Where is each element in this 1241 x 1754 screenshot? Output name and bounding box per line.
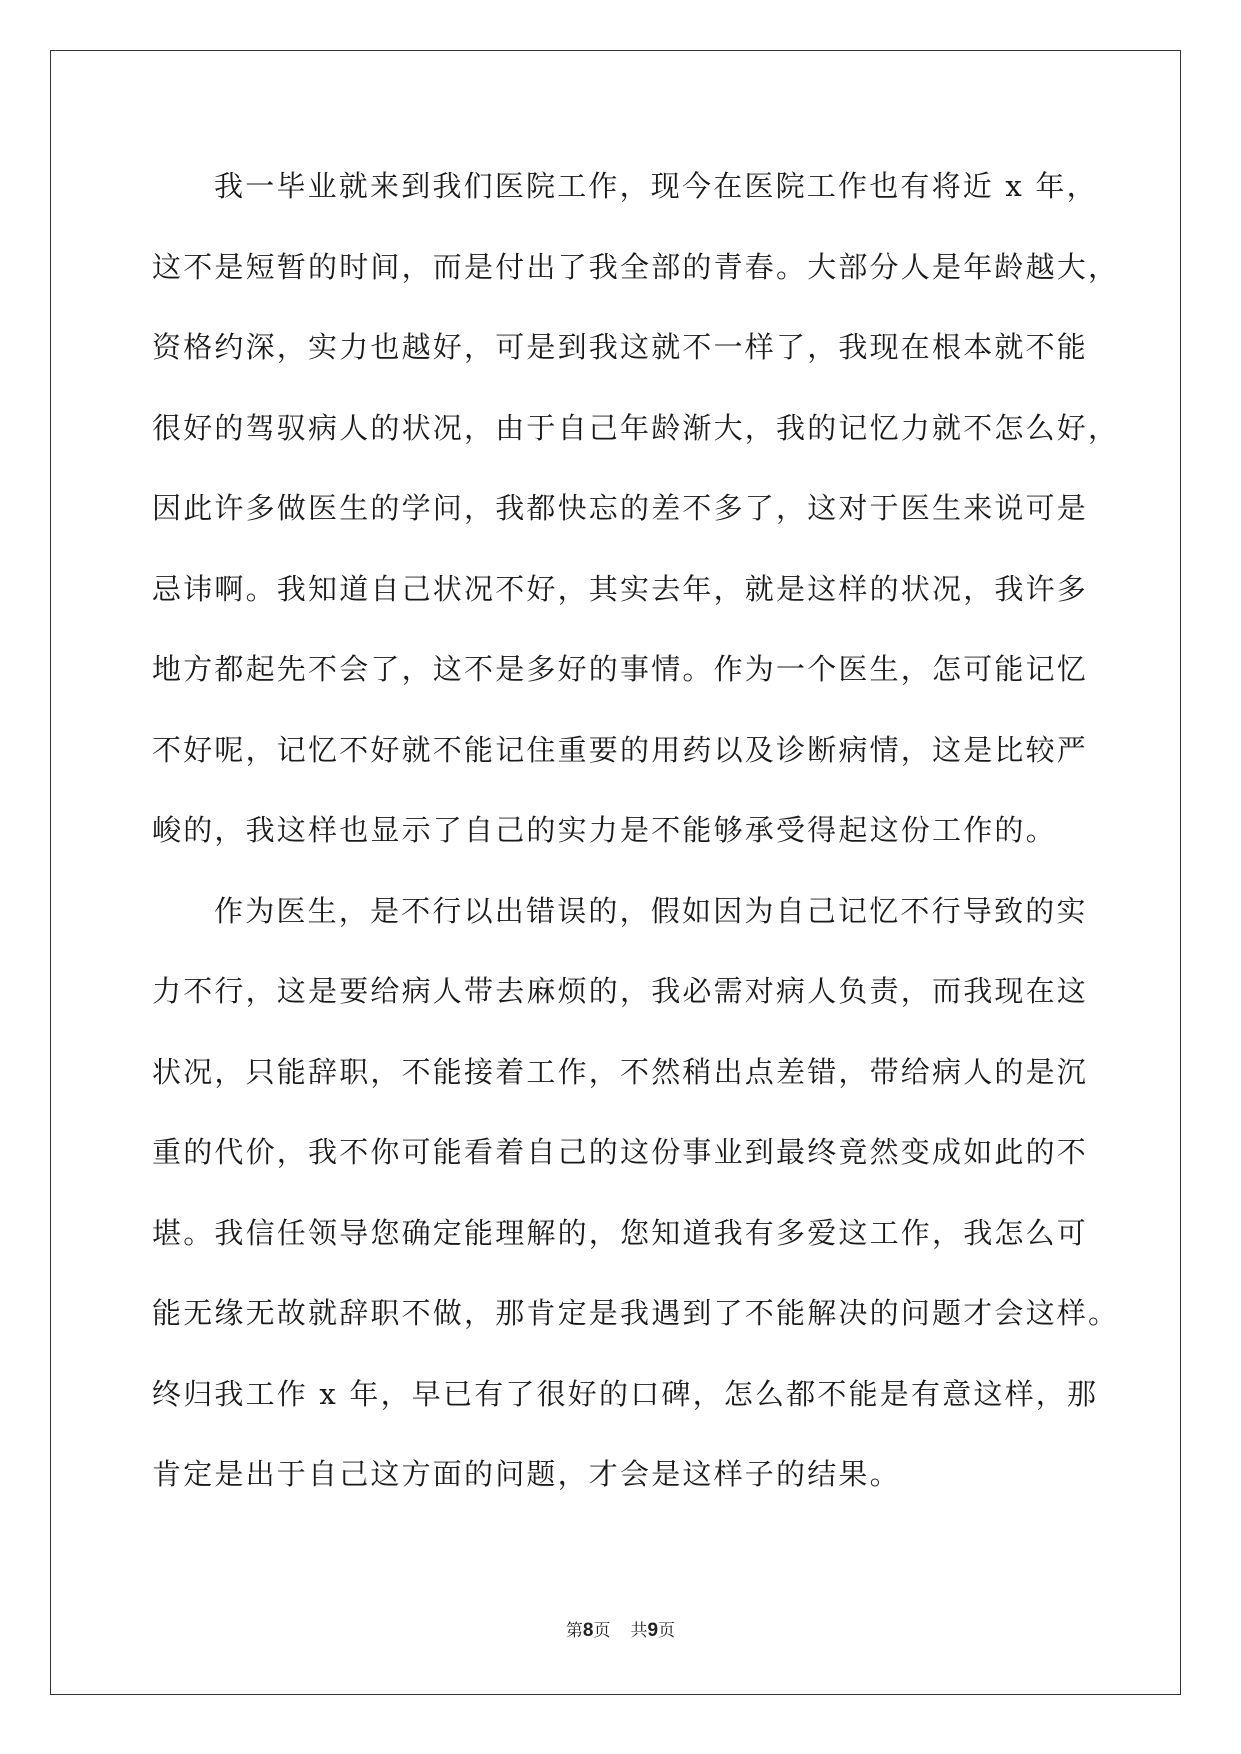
page-footer: [0, 1616, 1241, 1642]
paragraph-1-line-1: 我一毕业就来到我们医院工作，现今在医院工作也有将近 x 年，: [214, 169, 1098, 203]
paragraph-2-line-7: 终归我工作 x 年，早已有了很好的口碑，怎么都不能是有意这样，那: [152, 1376, 1099, 1411]
paragraph-1-line-8: 不好呢，记忆不好就不能记住重要的用药以及诊断病情，这是比较严: [152, 732, 1089, 767]
total-suffix: 页: [658, 1621, 676, 1641]
paragraph-1-line-4: 很好的驾驭病人的状况，由于自己年龄渐大，我的记忆力就不怎么好，: [152, 410, 1120, 445]
page-suffix: 页: [593, 1621, 611, 1641]
total-pages: 9: [647, 1620, 659, 1641]
paragraph-2-line-4: 重的代价，我不你可能看着自己的这份事业到最终竟然变成如此的不: [152, 1135, 1089, 1169]
total-prefix: 共: [630, 1621, 648, 1641]
paragraph-2-line-5: 堪。我信任领导您确定能理解的，您知道我有多爱这工作，我怎么可: [152, 1215, 1089, 1250]
paragraph-1-line-9: 峻的，我这样也显示了自己的实力是不能够承受得起这份工作的。: [152, 813, 1057, 847]
paragraph-1-line-6: 忌讳啊。我知道自己状况不好，其实去年，就是这样的状况，我许多: [152, 571, 1089, 606]
paragraph-2-line-8: 肯定是出于自己这方面的问题，才会是这样子的结果。: [152, 1457, 901, 1491]
paragraph-2-line-2: 力不行，这是要给病人带去麻烦的，我必需对病人负责，而我现在这: [152, 974, 1089, 1008]
paragraph-2-line-6: 能无缘无故就辞职不做，那肯定是我遇到了不能解决的问题才会这样。: [152, 1296, 1120, 1330]
paragraph-2-line-1: 作为医生，是不行以出错误的，假如因为自己记忆不行导致的实: [214, 893, 1088, 928]
page-number: 8: [582, 1620, 594, 1641]
paragraph-1-line-2: 这不是短暂的时间，而是付出了我全部的青春。大部分人是年龄越大，: [152, 249, 1120, 284]
page-prefix: 第: [565, 1621, 583, 1641]
paragraph-1-line-3: 资格约深，实力也越好，可是到我这就不一样了，我现在根本就不能: [152, 330, 1089, 364]
paragraph-2-line-3: 状况，只能辞职，不能接着工作，不然稍出点差错，带给病人的是沉: [152, 1054, 1089, 1089]
document-body: [152, 160, 1120, 1529]
paragraph-1-line-7: 地方都起先不会了，这不是多好的事情。作为一个医生，怎可能记忆: [152, 652, 1089, 686]
paragraph-1-line-5: 因此许多做医生的学问，我都快忘的差不多了，这对于医生来说可是: [152, 491, 1089, 525]
